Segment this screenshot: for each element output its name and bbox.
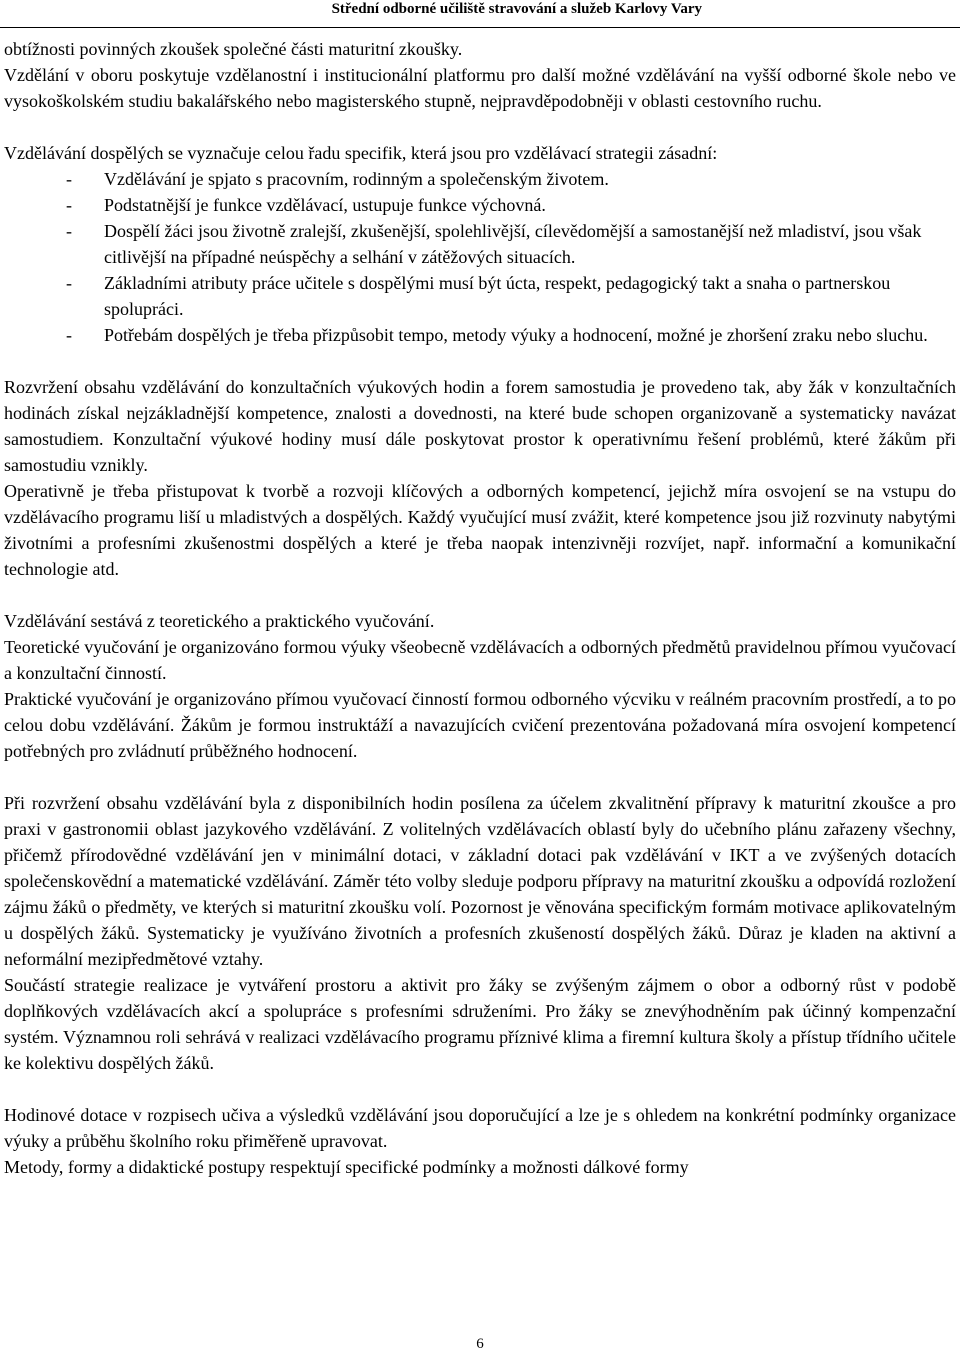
paragraph: Operativně je třeba přistupovat k tvorbě a rozvoji klíčových a odborných kompetencí, jejichž míra osvojení se na vstupu do vzdělávacího programu liší u mladistvých a dospělých. Každý vyučující musí zvážit, které kompetence jsou již rozvinuty nabytými životními a profesními zkušenostmi dospělých a které je třeba naopak intenzivněji rozvíjet, např. informační a komunikační technologie atd. [4,481,956,579]
page-number: 6 [476,1336,484,1352]
paragraph: Hodinové dotace v rozpisech učiva a výsledků vzdělávání jsou doporučující a lze je s ohledem na konkrétní podmínky organizace výuky a průběhu školního roku přiměřeně upravovat. [4,1105,956,1151]
dash-marker: - [66,221,72,241]
characteristics-list [4,166,956,348]
list-item [4,322,956,348]
list-item-text: Potřebám dospělých je třeba přizpůsobit tempo, metody výuky a hodnocení, možné je zhoršení zraku nebo sluchu. [104,325,928,345]
page-header: Střední odborné učiliště stravování a služeb Karlovy Vary [331,1,702,17]
paragraph: Metody, formy a didaktické postupy respektují specifické podmínky a možnosti dálkové formy [4,1157,689,1177]
paragraph: Při rozvržení obsahu vzdělávání byla z disponibilních hodin posílena za účelem zkvalitnění přípravy k maturitní zkoušce a pro praxi v gastronomii oblast jazykového vzdělávání. Z volitelných vzdělávacích oblastí byly do učebního plánu zařazeny všechny, přičemž přírodovědné vzdělávání jen v minimální dotaci, v základní dotaci pak vzdělávání v IKT a ve zvýšených dotacích společenskovědní a matematické vzdělávání. Záměr této volby sleduje podporu přípravy na maturitní zkoušku a odpovídá rozložení zájmu žáků o předměty, ve kterých si maturitní zkoušku volí. Pozornost je věnována specifickým formám motivace aplikovatelným u dospělých žáků. Systematicky je využíváno životních a profesních zkušeností dospělých žáků. Důraz je kladen na aktivní a neformální mezipředmětové vztahy. [4,793,956,969]
dash-marker: - [66,195,72,215]
list-item-text: Základními atributy práce učitele s dospělými musí být úcta, respekt, pedagogický takt a snaha o partnerskou spolupráci. [104,273,891,319]
list-item-text: Dospělí žáci jsou životně zralejší, zkušenější, spolehlivější, cílevědomější a samostanější než mladiství, jsou však citlivější na případné neúspěchy a selhání v zátěžových situacích. [104,221,922,267]
list-item-text: Podstatnější je funkce vzdělávací, ustupuje funkce výchovná. [104,195,546,215]
dash-marker: - [66,169,72,189]
document-body [4,36,956,1180]
paragraph: Vzdělávání dospělých se vyznačuje celou řadu specifik, která jsou pro vzdělávací strategii zásadní: [4,143,718,163]
paragraph: Praktické vyučování je organizováno přímou vyučovací činností formou odborného výcviku v reálném pracovním prostředí, a to po celou dobu vzdělávání. Žákům je formou instruktáží a navazujících cvičení prezentována požadovaná míra osvojení kompetencí potřebných pro zvládnutí průběžného hodnocení. [4,689,956,761]
paragraph: Vzdělání v oboru poskytuje vzdělanostní i institucionální platformu pro další možné vzdělávání na vyšší odborné škole nebo ve vysokoškolském studiu bakalářského nebo magisterského stupně, nejpravděpodobněji v oblasti cestovního ruchu. [4,65,956,111]
list-item [4,166,956,192]
paragraph: Vzdělávání sestává z teoretického a praktického vyučování. [4,611,435,631]
list-item [4,218,956,270]
paragraph: obtížnosti povinných zkoušek společné části maturitní zkoušky. [4,39,463,59]
header-divider [0,27,960,28]
list-item [4,192,956,218]
paragraph: Teoretické vyučování je organizováno formou výuky všeobecně vzdělávacích a odborných předmětů pravidelnou přímou vyučovací a konzultační činností. [4,637,956,683]
dash-marker: - [66,273,72,293]
dash-marker: - [66,325,72,345]
paragraph: Rozvržení obsahu vzdělávání do konzultačních výukových hodin a forem samostudia je provedeno tak, aby žák v konzultačních hodinách získal nejzákladnější kompetence, znalosti a dovednosti, na které bude schopen organizovaně a systematicky navázat samostudiem. Konzultační výukové hodiny musí dále poskytovat prostor k operativnímu řešení problémů, které žákům při samostudiu vznikly. [4,377,956,475]
paragraph: Součástí strategie realizace je vytváření prostoru a aktivit pro žáky se zvýšeným zájmem o obor a odborný růst v podobě doplňkových vzdělávacích akcí a spolupráce s profesními sdruženími. Pro žáky se znevýhodněním pak účinný kompenzační systém. Významnou roli sehrává v realizaci vzdělávacího programu příznivé klima a firemní kultura školy a přístup třídního učitele ke kolektivu dospělých žáků. [4,975,956,1073]
list-item-text: Vzdělávání je spjato s pracovním, rodinným a společenským životem. [104,169,609,189]
list-item [4,270,956,322]
